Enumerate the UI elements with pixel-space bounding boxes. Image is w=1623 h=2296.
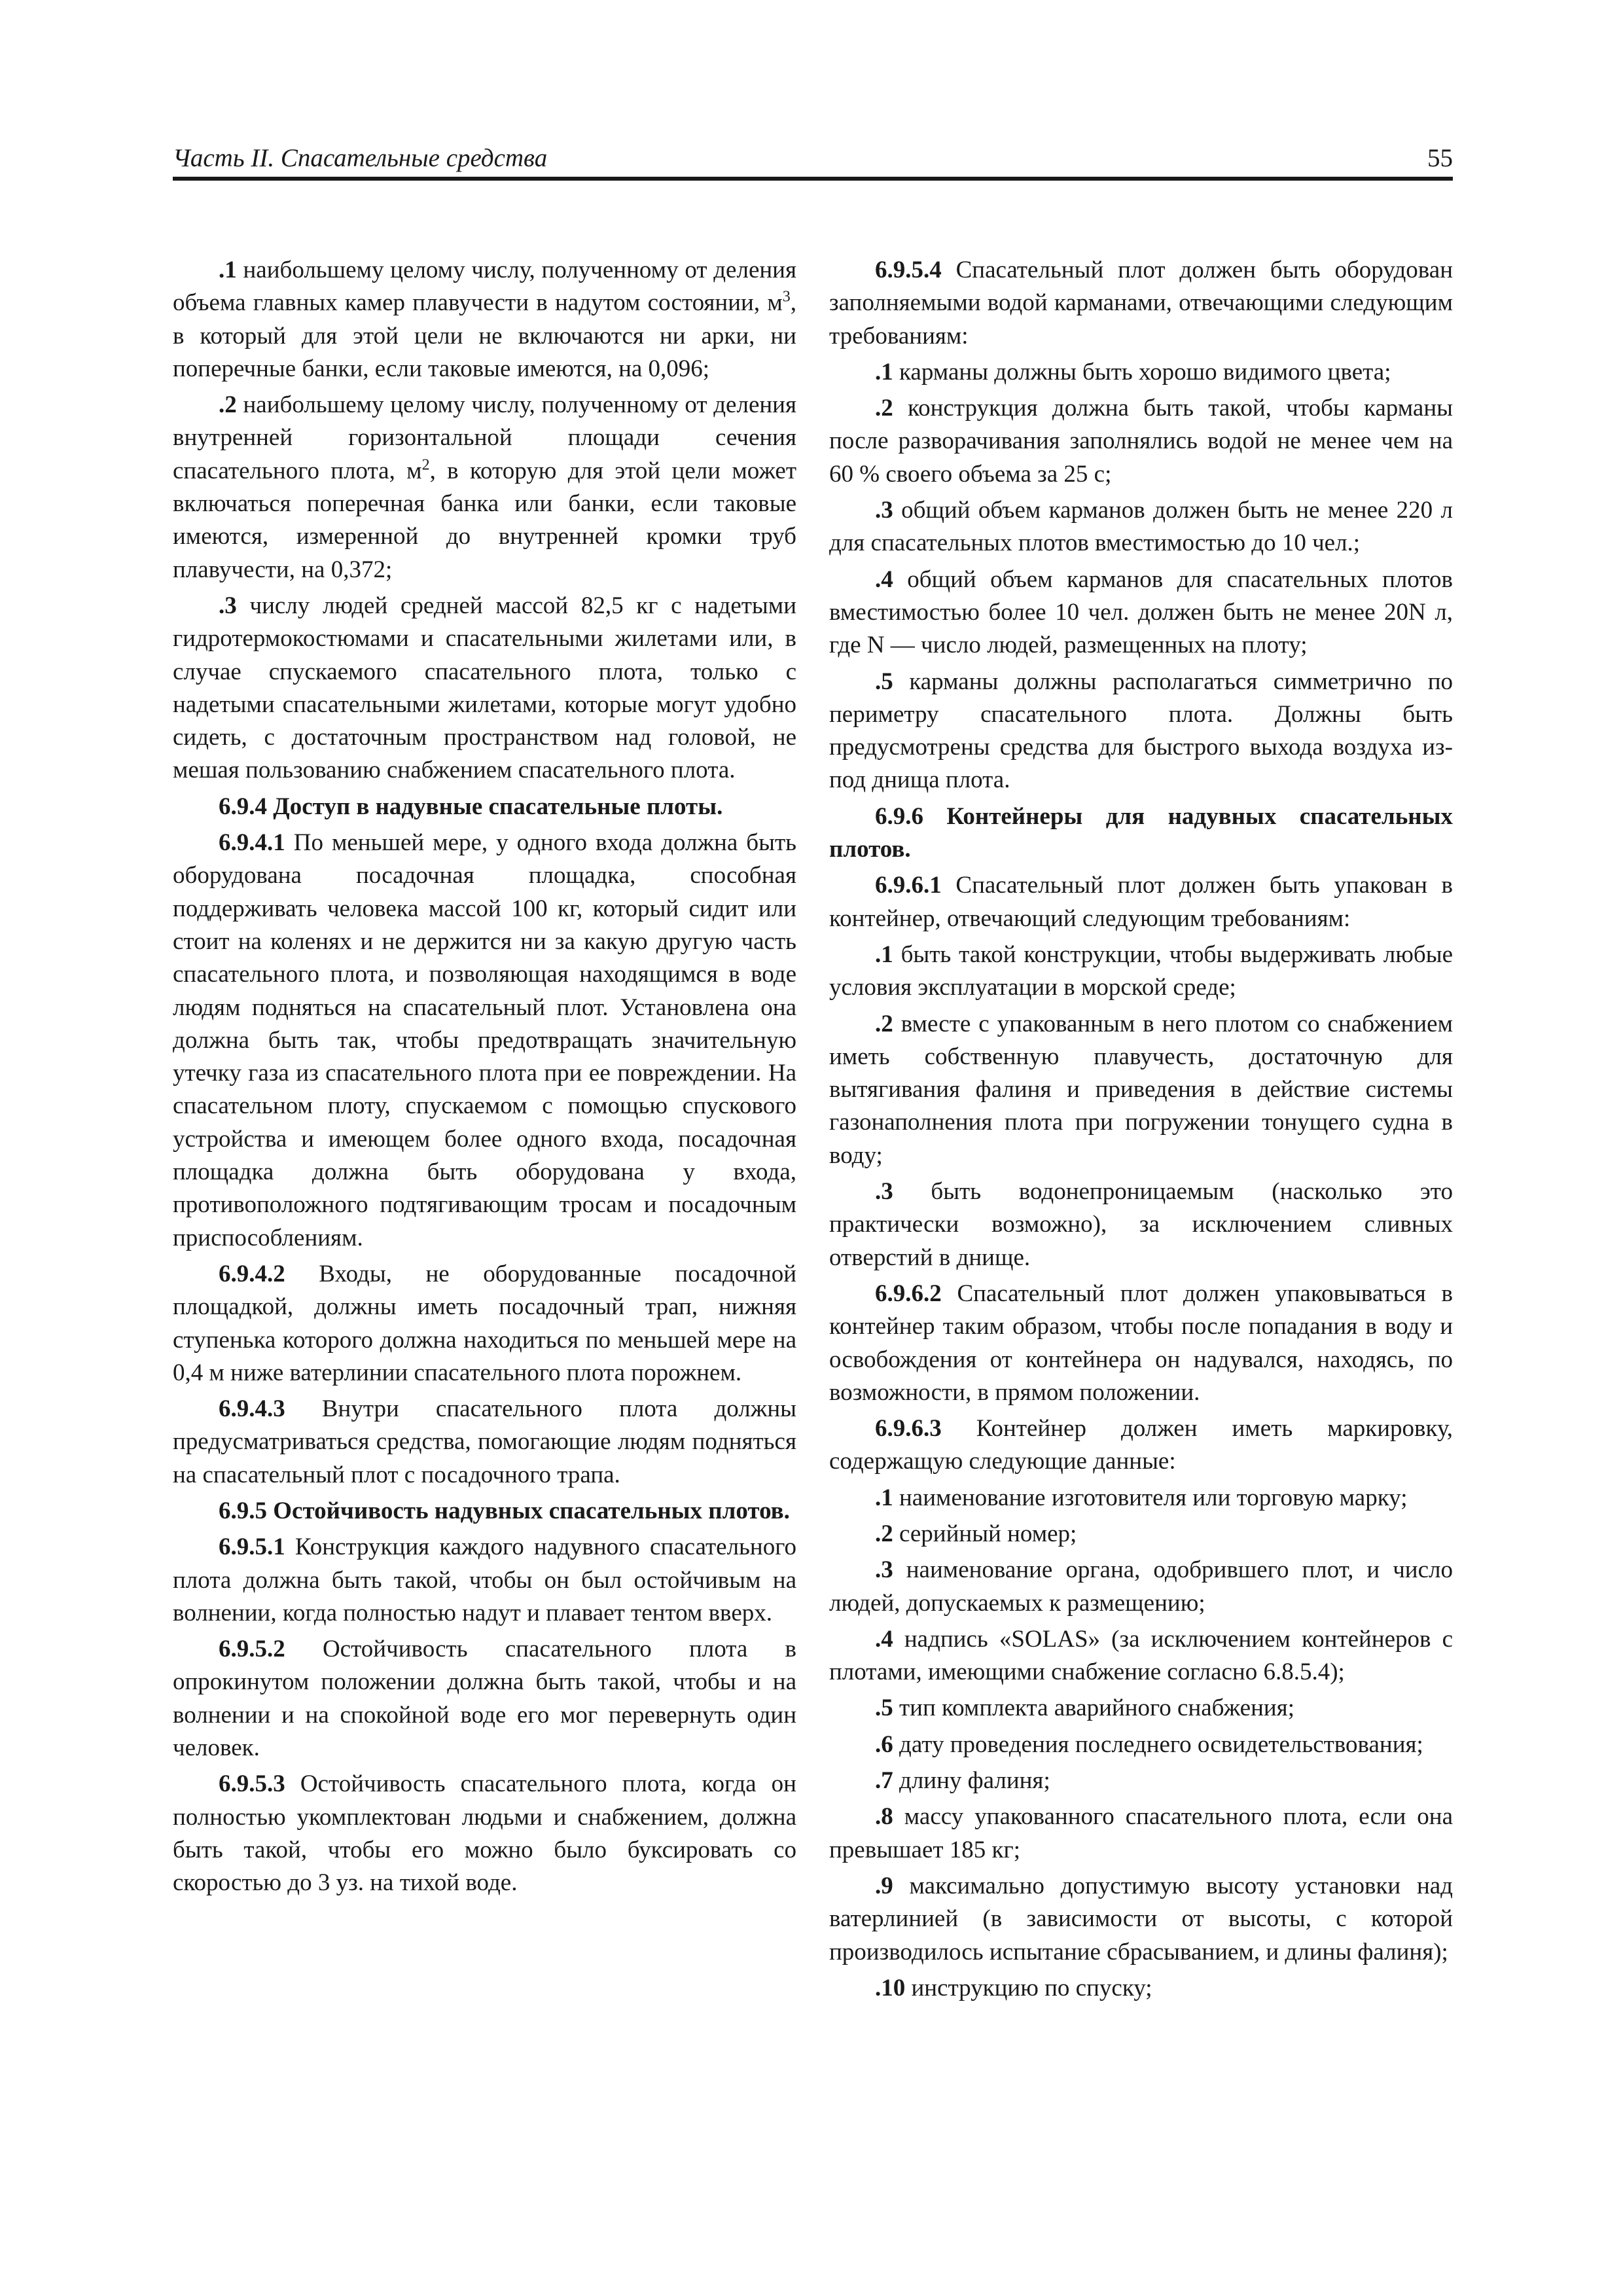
paragraph: 6.9.4.1 По меньшей мере, у одного входа должна быть оборудована посадочная площадка, способная поддерживать человека массой 100 кг, который сидит или стоит на коленях и не держится ни за какую другую часть спасательного плота, и позволяющая находящимся в воде людям подняться на спасательный плот. Установлена она должна быть так, чтобы предотвращать значительную утечку газа из спасательного плота при ее повреждении. На спасательном плоту, спускаемом с помощью спускового устройства и имеющем более одного входа, посадочная площадка должна быть оборудована у входа, противоположного подтягивающим тросам и посадочным приспособлениям.: [173, 829, 796, 1251]
list-item: .6 дату проведения последнего освидетельствования;: [875, 1731, 1423, 1758]
list-item: .1 быть такой конструкции, чтобы выдерживать любые условия эксплуатации в морской среде;: [829, 941, 1453, 1001]
list-item: .4 надпись «SOLAS» (за исключением контейнеров с плотами, имеющими снабжение согласно 6.8.5.4);: [829, 1625, 1453, 1686]
paragraph: 6.9.5.4 Спасательный плот должен быть оборудован заполняемыми водой карманами, отвечающими следующим требованиям:: [829, 257, 1453, 350]
header-title: Часть II. Спасательные средства: [173, 144, 548, 172]
paragraph: 6.9.5.2 Остойчивость спасательного плота в опрокинутом положении должна быть такой, чтобы и на волнении и на спокойной воде его мог перевернуть один человек.: [173, 1636, 796, 1762]
page-number: 55: [1427, 144, 1453, 172]
section-heading: 6.9.4 Доступ в надувные спасательные плоты.: [219, 793, 723, 820]
list-item: .3 общий объем карманов должен быть не менее 220 л для спасательных плотов вместимостью до 10 чел.;: [829, 497, 1453, 557]
list-item: .10 инструкцию по спуску;: [875, 1974, 1152, 2001]
paragraph: .2 наибольшему целому числу, полученному от деления внутренней горизонтальной площади сечения спасательного плота, $м^2$, в которую для этой цели может включаться поперечная банка или банки, если таковые имеются, измеренной до внутренней кромки труб плавучести, на 0,372;: [173, 391, 796, 583]
list-item: .2 конструкция должна быть такой, чтобы карманы после разворачивания заполнялись водой не менее чем на 60 % своего объема за 25 с;: [829, 395, 1453, 488]
list-item: .2 серийный номер;: [875, 1520, 1077, 1547]
list-item: .1 карманы должны быть хорошо видимого цвета;: [875, 358, 1391, 386]
list-item: .8 массу упакованного спасательного плота, если она превышает 185 кг;: [829, 1803, 1453, 1863]
paragraph: 6.9.6.2 Спасательный плот должен упаковываться в контейнер таким образом, чтобы после попадания в воду и освобождения от контейнера он надувался, находясь, по возможности, в прямом положении.: [829, 1280, 1453, 1406]
section-heading: 6.9.5 Остойчивость надувных спасательных плотов.: [219, 1497, 790, 1524]
list-item: .2 вместе с упакованным в него плотом со снабжением иметь собственную плавучесть, достаточную для вытягивания фалиня и приведения в действие системы газонаполнения плота при погружении тонущего судна в воду;: [829, 1010, 1453, 1169]
list-item: .1 наименование изготовителя или торговую марку;: [875, 1484, 1408, 1511]
running-header: [173, 143, 1453, 181]
list-item: .5 карманы должны располагаться симметрично по периметру спасательного плота. Должны быть предусмотрены средства для быстрого выхода воздуха из-под днища плота.: [829, 668, 1453, 794]
paragraph: 6.9.5.1 Конструкция каждого надувного спасательного плота должна быть такой, чтобы он был остойчивым на волнении, когда полностью надут и плавает тентом вверх.: [173, 1534, 796, 1626]
section-heading: 6.9.6 Контейнеры для надувных спасательных плотов.: [829, 802, 1453, 863]
list-item: .3 наименование органа, одобрившего плот, и число людей, допускаемых к размещению;: [829, 1556, 1453, 1617]
paragraph: 6.9.4.3 Внутри спасательного плота должны предусматриваться средства, помогающие людям подняться на спасательный плот с посадочного трапа.: [173, 1395, 796, 1488]
paragraph: 6.9.4.2 Входы, не оборудованные посадочной площадкой, должны иметь посадочный трап, нижняя ступенька которого должна находиться по меньшей мере на 0,4 м ниже ватерлинии спасательного плота порожнем.: [173, 1260, 796, 1386]
paragraph: .1 наибольшему целому числу, полученному от деления объема главных камер плавучести в надутом состоянии, $м^3$, в который для этой цели не включаются ни арки, ни поперечные банки, если таковые имеются, на 0,096;: [173, 257, 796, 382]
list-item: .7 длину фалиня;: [875, 1767, 1050, 1795]
paragraph: 6.9.6.3 Контейнер должен иметь маркировку, содержащую следующие данные:: [829, 1415, 1453, 1475]
paragraph: 6.9.5.3 Остойчивость спасательного плота, когда он полностью укомплектован людьми и снабжением, должна быть такой, чтобы его можно было буксировать со скоростью до 3 уз. на тихой воде.: [173, 1770, 796, 1897]
paragraph: 6.9.6.1 Спасательный плот должен быть упакован в контейнер, отвечающий следующим требованиям:: [829, 872, 1453, 932]
list-item: .4 общий объем карманов для спасательных плотов вместимостью более 10 чел. должен быть не менее 20N л, где N — число людей, размещенных на плоту;: [829, 565, 1453, 659]
paragraph: .3 числу людей средней массой 82,5 кг с надетыми гидротермокостюмами и спасательными жилетами или, в случае спускаемого спасательного плота, только с надетыми спасательными жилетами, которые могут удобно сидеть, с достаточным пространством над головой, не мешая пользованию снабжением спасательного плота.: [173, 592, 796, 784]
list-item: .9 максимально допустимую высоту установки над ватерлинией (в зависимости от высоты, с которой производилось испытание сбрасыванием, и длины фалиня);: [829, 1872, 1453, 1965]
list-item: .3 быть водонепроницаемым (насколько это практически возможно), за исключением сливных отверстий в днище.: [829, 1178, 1453, 1271]
right-column: [829, 254, 1453, 2008]
left-column: [173, 254, 796, 1903]
list-item: .5 тип комплекта аварийного снабжения;: [875, 1695, 1294, 1722]
